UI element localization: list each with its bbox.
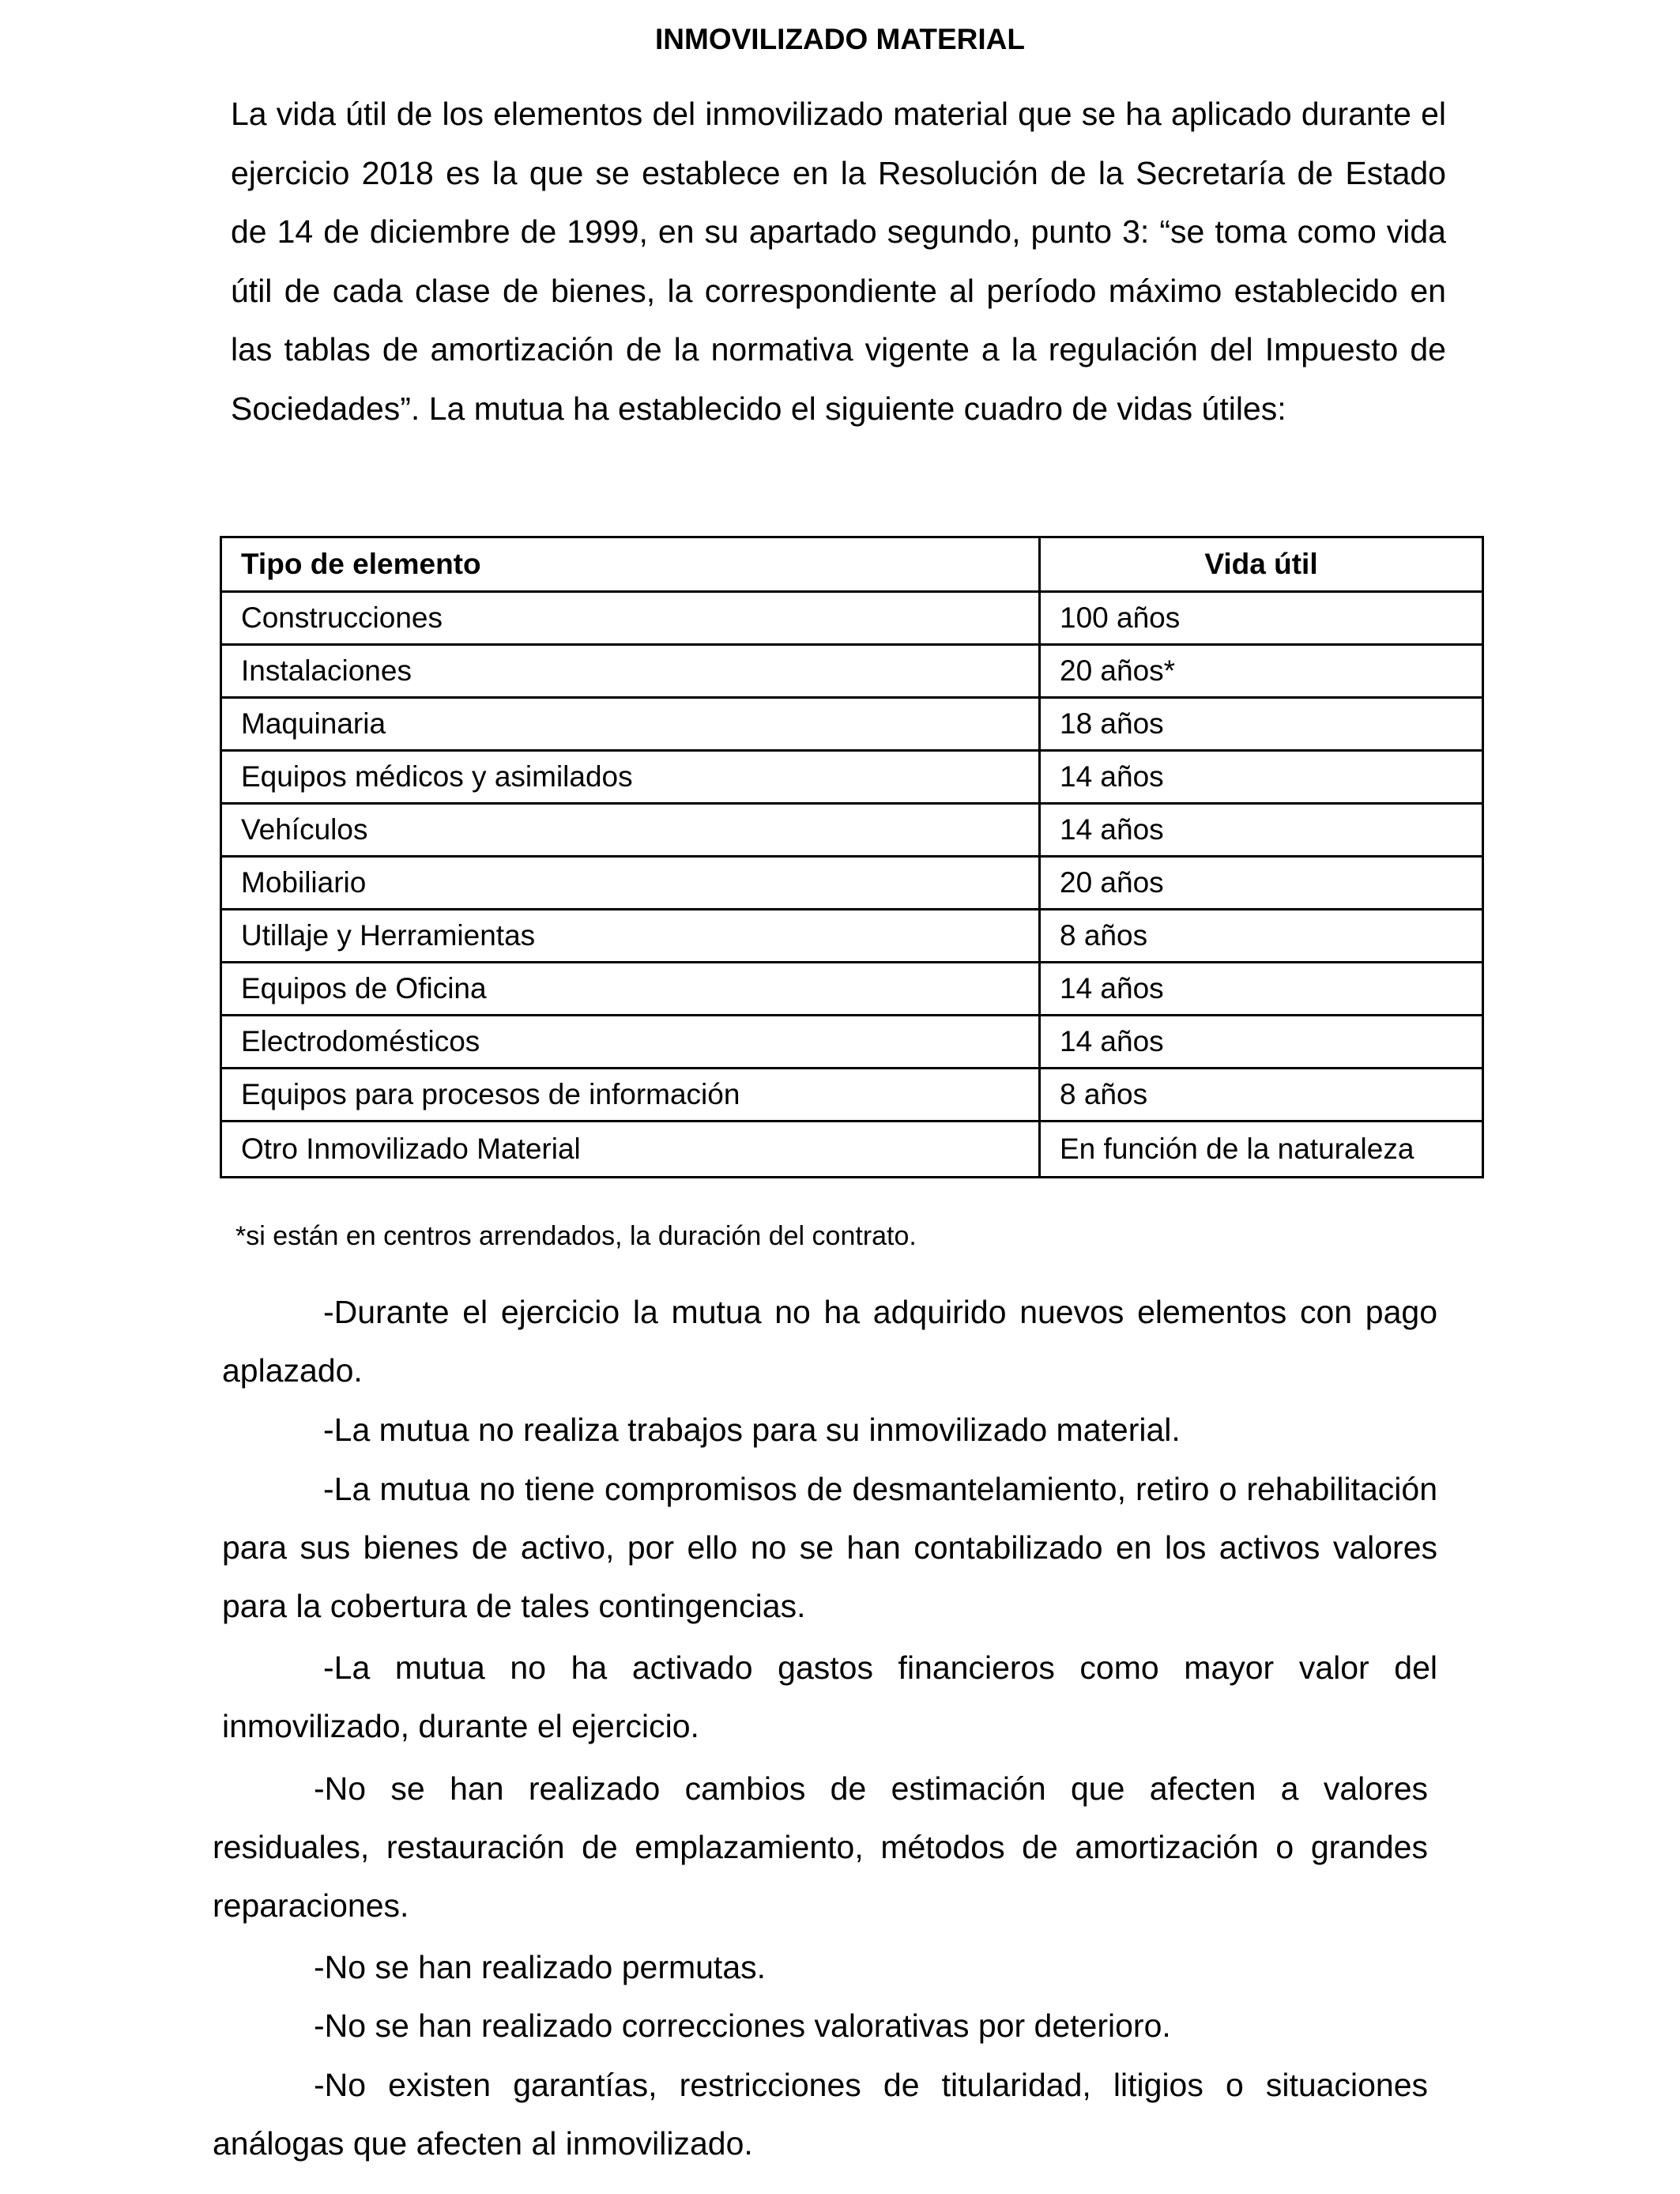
- table-row: [221, 698, 1483, 751]
- useful-life-cell: 8 años: [1040, 910, 1483, 963]
- element-type-cell: Vehículos: [221, 804, 1040, 857]
- paragraph-own-works: -La mutua no realiza trabajos para su inmovilizado material.: [323, 1412, 1181, 1448]
- paragraph-estimate-changes: -No se han realizado cambios de estimación que afecten a valores residuales, restauración de emplazamiento, métodos de amortización o grandes reparaciones.: [213, 1770, 1428, 1924]
- element-type-cell: Equipos de Oficina: [221, 963, 1040, 1016]
- element-type-cell: Maquinaria: [221, 698, 1040, 751]
- table-header-row: [221, 537, 1483, 592]
- useful-life-cell: 14 años: [1040, 963, 1483, 1016]
- header-element-type: Tipo de elemento: [221, 537, 1040, 592]
- element-type-cell: Instalaciones: [221, 645, 1040, 698]
- paragraph-guarantees: -No existen garantías, restricciones de titularidad, litigios o situaciones análogas que afecten al inmovilizado.: [213, 2067, 1428, 2162]
- table-footnote: *si están en centros arrendados, la duración del contrato.: [235, 1221, 917, 1251]
- useful-life-cell: En función de la naturaleza: [1040, 1122, 1483, 1178]
- element-type-cell: Otro Inmovilizado Material: [221, 1122, 1040, 1178]
- element-type-cell: Mobiliario: [221, 857, 1040, 910]
- table-row: [221, 857, 1483, 910]
- element-type-cell: Construcciones: [221, 592, 1040, 645]
- useful-life-cell: 14 años: [1040, 804, 1483, 857]
- paragraph-impairment: -No se han realizado correcciones valorativas por deterioro.: [314, 2007, 1171, 2044]
- paragraph-deferred-payment: -Durante el ejercicio la mutua no ha adquirido nuevos elementos con pago aplazado.: [222, 1294, 1437, 1389]
- useful-life-cell: 100 años: [1040, 592, 1483, 645]
- useful-life-cell: 20 años: [1040, 857, 1483, 910]
- useful-life-cell: 8 años: [1040, 1069, 1483, 1122]
- element-type-cell: Electrodomésticos: [221, 1016, 1040, 1069]
- useful-life-cell: 14 años: [1040, 751, 1483, 804]
- element-type-cell: Equipos médicos y asimilados: [221, 751, 1040, 804]
- useful-life-cell: 20 años*: [1040, 645, 1483, 698]
- table-row: [221, 963, 1483, 1016]
- table-row: [221, 1069, 1483, 1122]
- useful-life-cell: 18 años: [1040, 698, 1483, 751]
- paragraph-dismantling: -La mutua no tiene compromisos de desmantelamiento, retiro o rehabilitación para sus bienes de activo, por ello no se han contabilizado en los activos valores para la cobertura de tales contingencias.: [222, 1471, 1437, 1624]
- table-row: [221, 592, 1483, 645]
- table-row: [221, 910, 1483, 963]
- table-row: [221, 1122, 1483, 1178]
- table-row: [221, 804, 1483, 857]
- useful-life-cell: 14 años: [1040, 1016, 1483, 1069]
- page-title: INMOVILIZADO MATERIAL: [655, 23, 1025, 55]
- table-row: [221, 751, 1483, 804]
- table-row: [221, 1016, 1483, 1069]
- intro-paragraph: La vida útil de los elementos del inmovilizado material que se ha aplicado durante el ejercicio 2018 es la que se establece en la Resolución de la Secretaría de Estado de 14 de diciembre de 1999, en su apartado segundo, punto 3: “se toma como vida útil de cada clase de bienes, la correspondiente al período máximo establecido en las tablas de amortización de la normativa vigente a la regulación del Impuesto de Sociedades”. La mutua ha establecido el siguiente cuadro de vidas útiles:: [231, 96, 1446, 427]
- header-useful-life: Vida útil: [1040, 537, 1483, 592]
- element-type-cell: Utillaje y Herramientas: [221, 910, 1040, 963]
- useful-life-table: [220, 536, 1484, 1178]
- paragraph-financial-expenses: -La mutua no ha activado gastos financieros como mayor valor del inmovilizado, durante el ejercicio.: [222, 1649, 1437, 1744]
- table-row: [221, 645, 1483, 698]
- paragraph-swaps: -No se han realizado permutas.: [314, 1949, 767, 1985]
- element-type-cell: Equipos para procesos de información: [221, 1069, 1040, 1122]
